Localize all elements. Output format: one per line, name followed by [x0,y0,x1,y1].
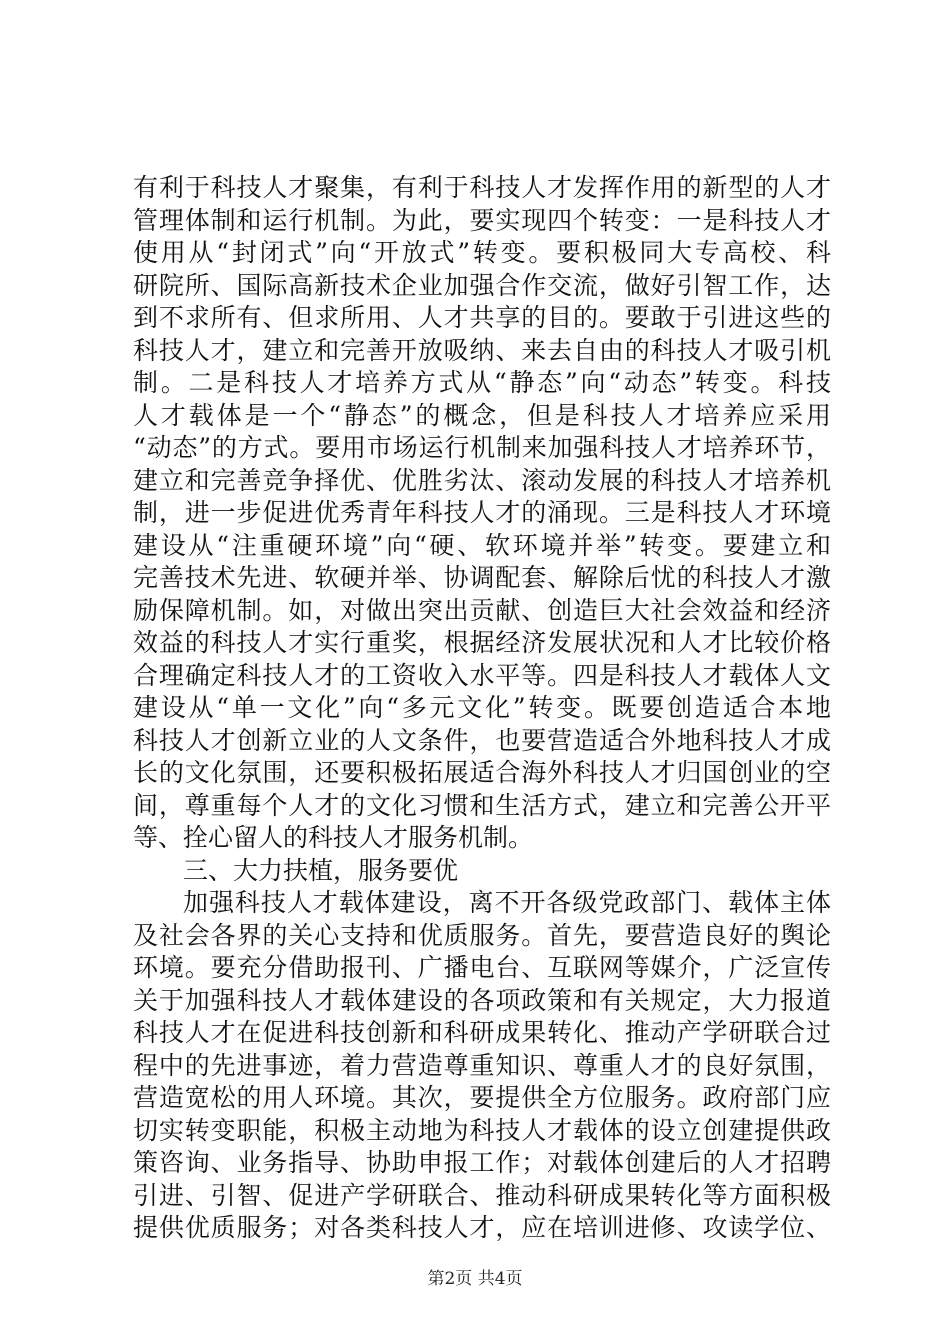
text-line: 等、拴心留人的科技人才服务机制。 [133,823,534,852]
text-line: 管理体制和运行机制。为此，要实现四个转变：一是科技人才 [133,205,831,235]
text-line: 提供优质服务；对各类科技人才，应在培训进修、攻读学位、 [133,1213,831,1242]
text-line: 策咨询、业务指导、协助申报工作；对载体创建后的人才招聘 [133,1148,831,1177]
text-line: 完善技术先进、软硬并举、协调配套、解除后忧的科技人才激 [133,563,831,592]
text-line: 环境。要充分借助报刊、广播电台、互联网等媒介，广泛宣传 [133,953,831,982]
text-line: 科技人才，建立和完善开放吸纳、来去自由的科技人才吸引机 [133,335,831,365]
text-line: 关于加强科技人才载体建设的各项政策和有关规定，大力报道 [133,985,831,1015]
text-line: 研院所、国际高新技术企业加强合作交流，做好引智工作，达 [133,270,831,300]
text-line: 建设从“单一文化”向“多元文化”转变。既要创造适合本地 [133,693,831,722]
text-line: 长的文化氛围，还要积极拓展适合海外科技人才归国创业的空 [133,758,831,787]
section-heading: 三、大力扶植，服务要优 [183,855,459,885]
text-line: 营造宽松的用人环境。其次，要提供全方位服务。政府部门应 [133,1083,831,1112]
text-line: 间，尊重每个人才的文化习惯和生活方式，建立和完善公开平 [133,790,831,820]
text-line: 使用从“封闭式”向“开放式”转变。要积极同大专高校、科 [133,238,831,267]
text-line: 科技人才在促进科技创新和科研成果转化、推动产学研联合过 [133,1018,831,1047]
text-line: 合理确定科技人才的工资收入水平等。四是科技人才载体人文 [133,660,831,690]
text-line: 励保障机制。如，对做出突出贡献、创造巨大社会效益和经济 [133,595,831,625]
text-line: “动态”的方式。要用市场运行机制来加强科技人才培养环节， [133,433,831,462]
text-line: 到不求所有、但求所用、人才共享的目的。要敢于引进这些的 [133,303,831,332]
text-line: 有利于科技人才聚集，有利于科技人才发挥作用的新型的人才 [133,173,831,202]
text-line: 加强科技人才载体建设，离不开各级党政部门、载体主体 [183,888,831,917]
text-line: 人才载体是一个“静态”的概念，但是科技人才培养应采用 [133,400,831,430]
page-footer [0,1268,950,1290]
text-line: 引进、引智、促进产学研联合、推动科研成果转化等方面积极 [133,1180,831,1210]
text-line: 程中的先进事迹，着力营造尊重知识、尊重人才的良好氛围， [133,1050,831,1080]
text-line: 切实转变职能，积极主动地为科技人才载体的设立创建提供政 [133,1115,831,1145]
text-line: 制。二是科技人才培养方式从“静态”向“动态”转变。科技 [133,368,831,397]
text-line: 及社会各界的关心支持和优质服务。首先，要营造良好的舆论 [133,920,831,950]
page-number-label: 第2页 共4页 [427,1269,523,1289]
text-line: 建设从“注重硬环境”向“硬、软环境并举”转变。要建立和 [133,530,831,560]
text-line: 科技人才创新立业的人文条件，也要营造适合外地科技人才成 [133,725,831,755]
text-line: 建立和完善竞争择优、优胜劣汰、滚动发展的科技人才培养机 [133,465,831,495]
text-line: 效益的科技人才实行重奖，根据经济发展状况和人才比较价格 [133,628,831,657]
text-line: 制，进一步促进优秀青年科技人才的涌现。三是科技人才环境 [133,498,831,527]
body-text [133,172,831,1245]
